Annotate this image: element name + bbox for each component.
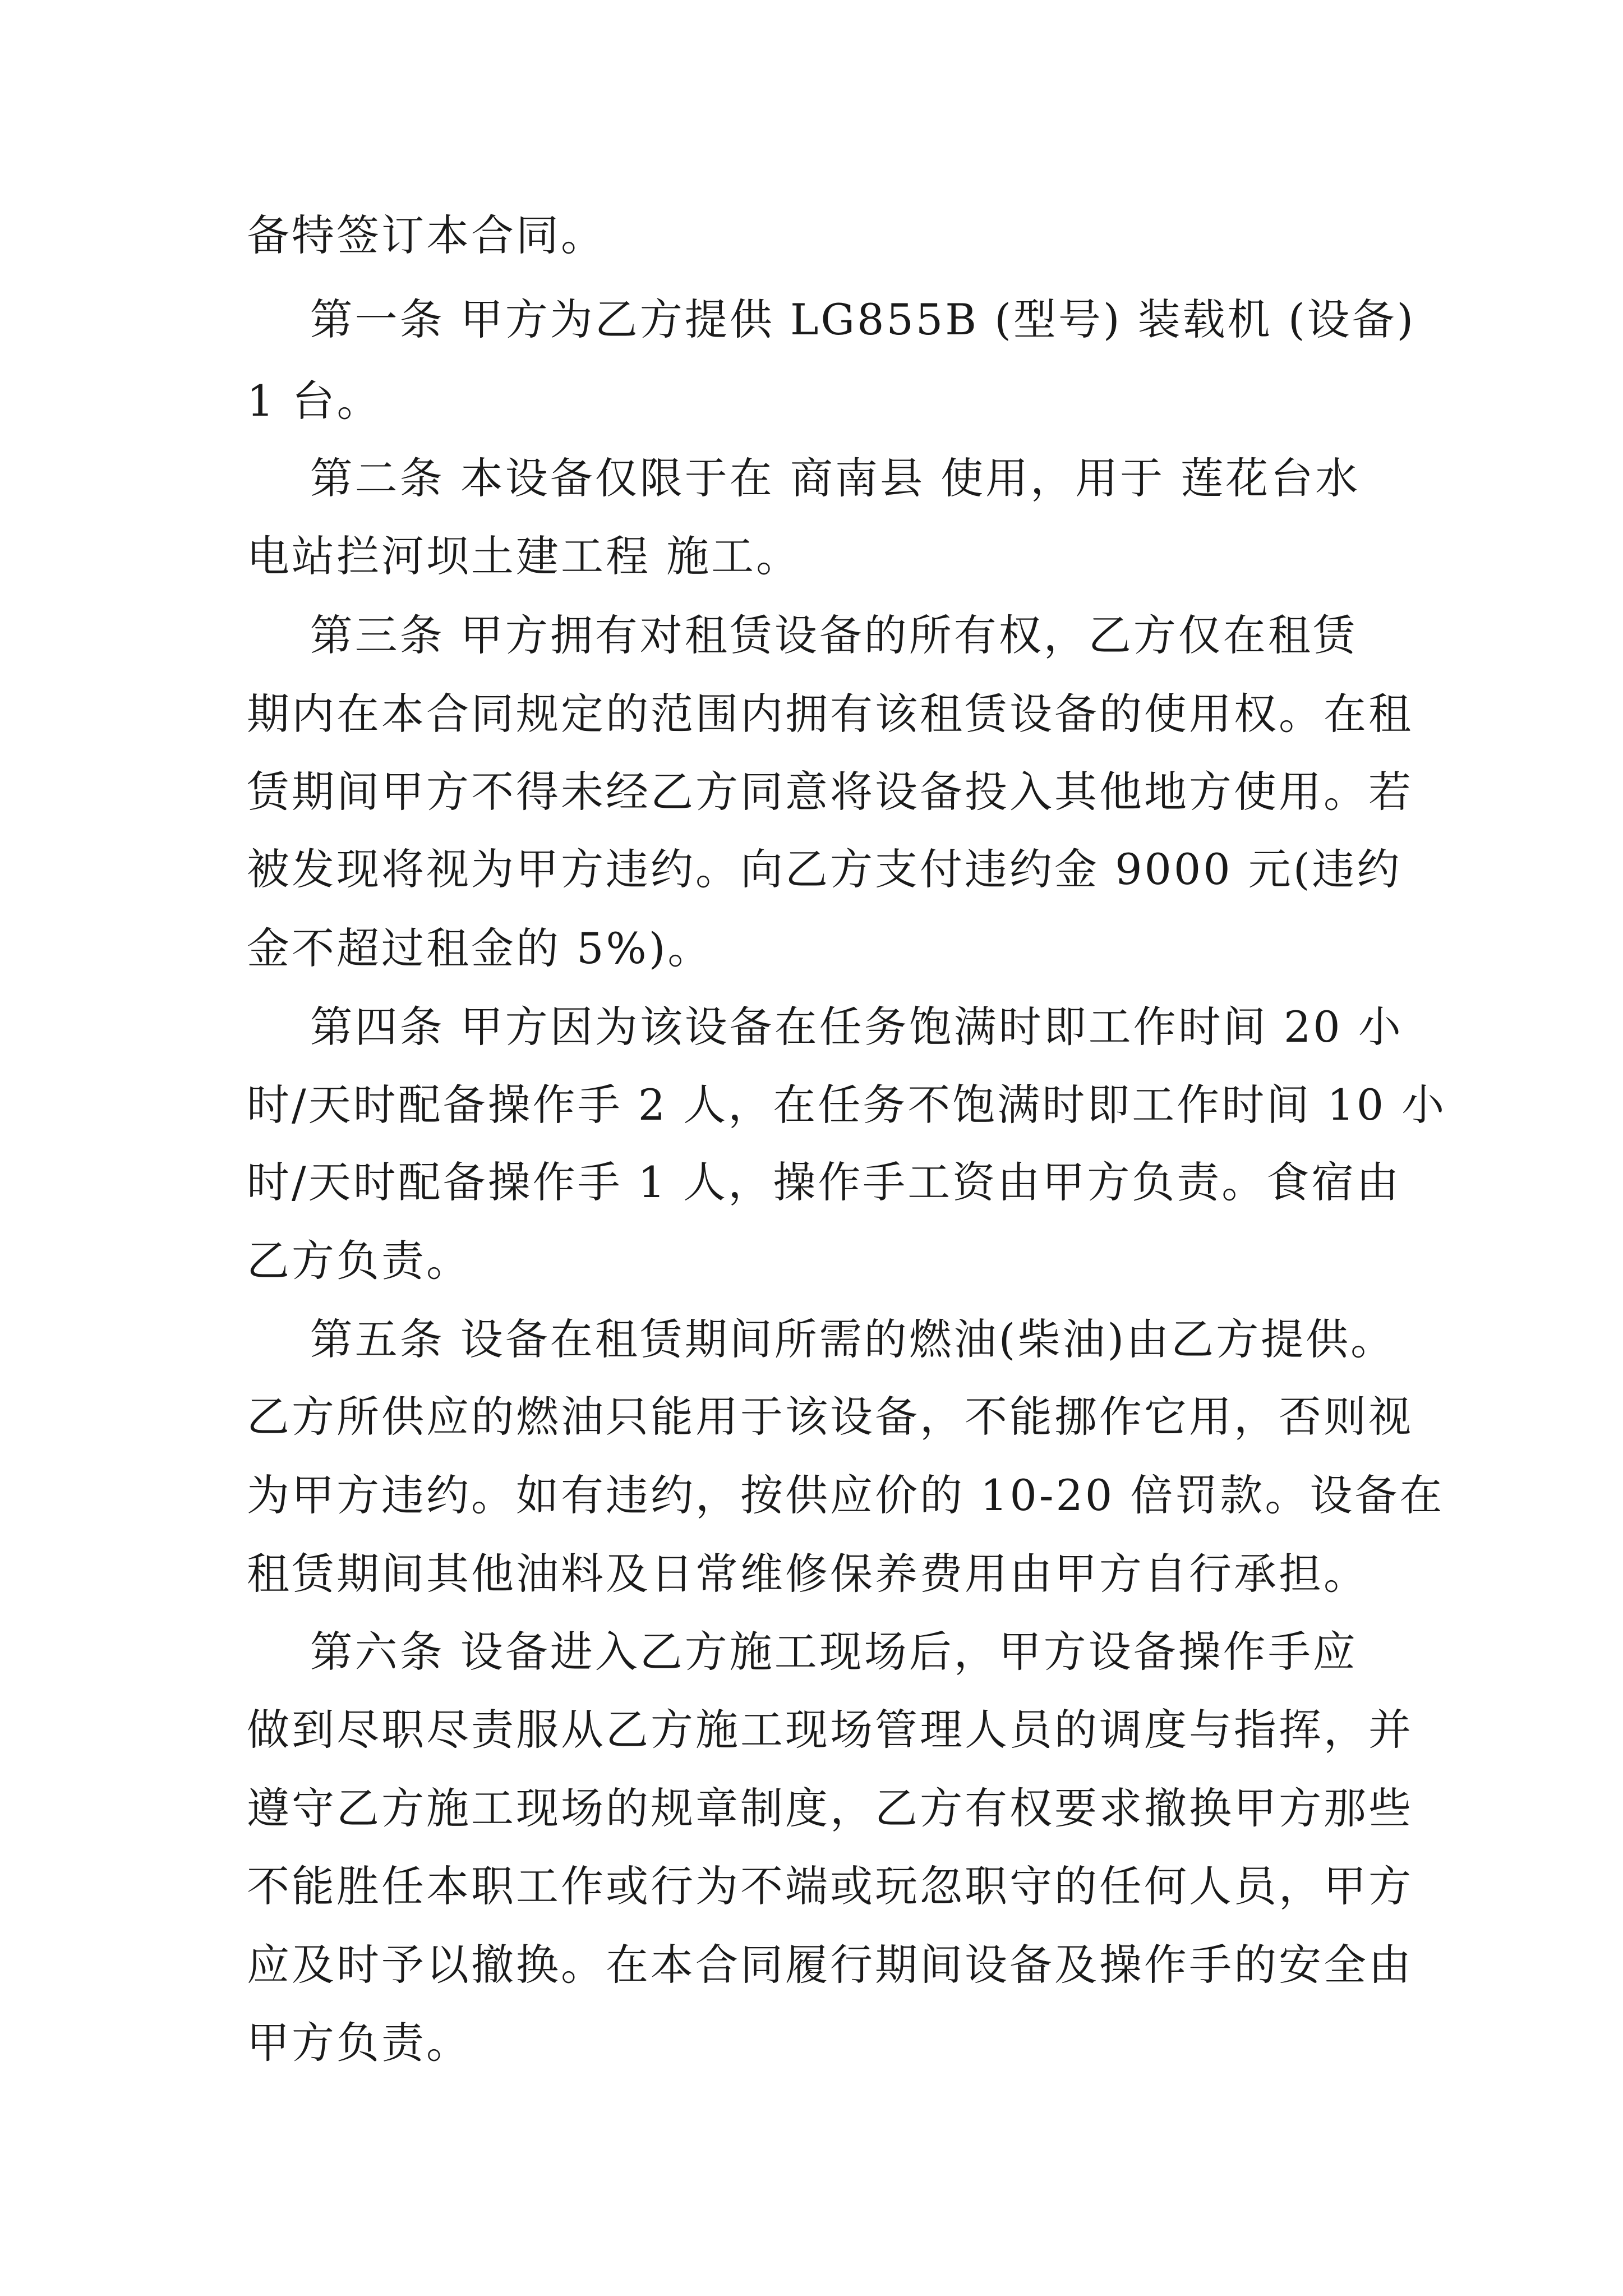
text-line: 乙方负责。 (247, 1236, 471, 1286)
text-line: 遵守乙方施工现场的规章制度，乙方有权要求撤换甲方那些 (247, 1783, 1413, 1833)
text-line: 被发现将视为甲方违约。向乙方支付违约金 9000 元(违约 (247, 844, 1402, 894)
text-line: 第五条 设备在租赁期间所需的燃油(柴油)由乙方提供。 (247, 1314, 1396, 1364)
text-line: 第三条 甲方拥有对租赁设备的所有权，乙方仅在租赁 (247, 610, 1358, 660)
text-line: 电站拦河坝土建工程 施工。 (247, 531, 801, 581)
text-line: 乙方所供应的燃油只能用于该设备，不能挪作它用，否则视 (247, 1392, 1413, 1442)
text-line: 时/天时配备操作手 1 人，操作手工资由甲方负责。食宿由 (247, 1157, 1401, 1207)
text-line: 时/天时配备操作手 2 人，在任务不饱满时即工作时间 10 小 (247, 1080, 1447, 1130)
text-line: 第一条 甲方为乙方提供 LG855B (型号) 装载机 (设备) (247, 295, 1416, 344)
text-line: 第四条 甲方因为该设备在任务饱满时即工作时间 20 小 (247, 1002, 1403, 1052)
text-line: 为甲方违约。如有违约，按供应价的 10-20 倍罚款。设备在 (247, 1470, 1445, 1520)
text-line: 第二条 本设备仅限于在 商南县 使用，用于 莲花台水 (247, 453, 1361, 503)
text-line: 备特签订本合同。 (247, 210, 606, 260)
text-line: 甲方负责。 (247, 2018, 471, 2068)
text-line: 不能胜任本职工作或行为不端或玩忽职守的任何人员，甲方 (247, 1861, 1413, 1911)
text-line: 金不超过租金的 5%)。 (247, 923, 713, 973)
text-line: 期内在本合同规定的范围内拥有该租赁设备的使用权。在租 (247, 689, 1413, 739)
text-line: 赁期间甲方不得未经乙方同意将设备投入其他地方使用。若 (247, 767, 1413, 817)
text-line: 做到尽职尽责服从乙方施工现场管理人员的调度与指挥，并 (247, 1705, 1413, 1755)
text-line: 租赁期间其他油料及日常维修保养费用由甲方自行承担。 (247, 1549, 1368, 1599)
text-line: 应及时予以撤换。在本合同履行期间设备及操作手的安全由 (247, 1940, 1413, 1990)
text-line: 第六条 设备进入乙方施工现场后，甲方设备操作手应 (247, 1627, 1358, 1677)
text-line: 1 台。 (247, 376, 382, 426)
